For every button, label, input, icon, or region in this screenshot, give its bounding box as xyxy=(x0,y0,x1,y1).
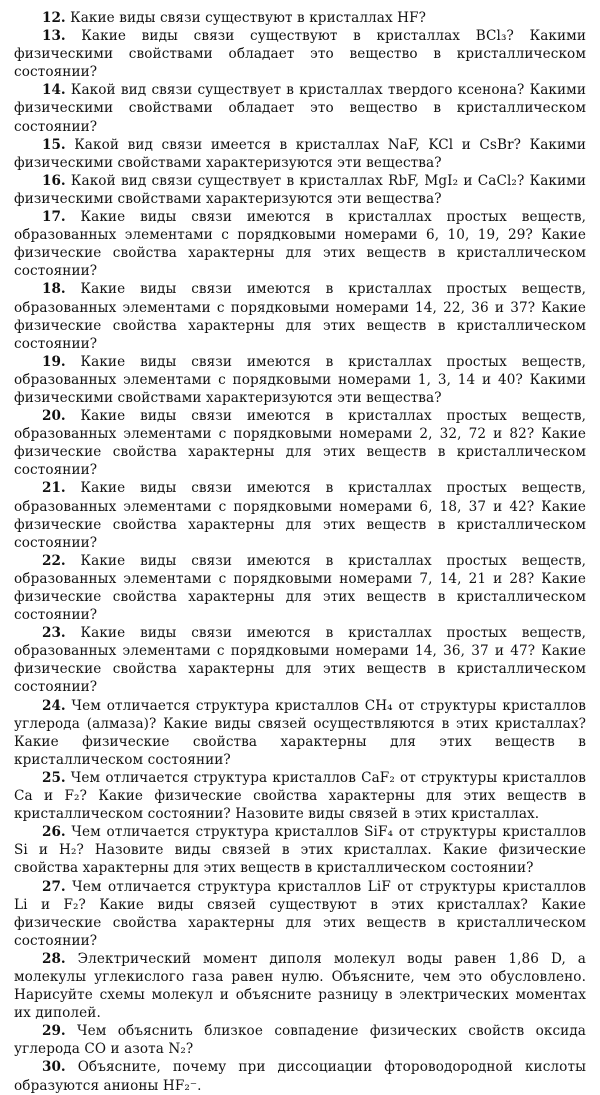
problem-number: 17. xyxy=(42,209,66,226)
problem-text: Электрический момент диполя молекул воды равен 1,86 D, а молекулы углекислого газа равен нулю. Объясните, чем это обусловлено. Нарисуйте схемы молекул и объясните разницу в электрических моментах их диполей. xyxy=(14,950,587,1022)
problem-13 xyxy=(14,27,586,81)
problem-text: Какой вид связи существует в кристаллах твердого ксенона? Какими физическими свойствами обладает это вещество в кристаллическом состоянии? xyxy=(14,82,586,135)
problem-number: 15. xyxy=(42,136,66,153)
problem-text: Чем объяснить близкое совпадение физических свойств оксида углерода CO и азота N₂? xyxy=(14,1023,587,1058)
problem-number: 24. xyxy=(42,697,66,714)
problem-text: Какой вид связи существует в кристаллах RbF, MgI₂ и CaCl₂? Какими физическими свойствами характеризуются эти вещества? xyxy=(14,172,586,207)
problem-text: Какие виды связи имеются в кристаллах простых веществ, образованных элементами с порядковыми номерами 7, 14, 21 и 28? Какие физические свойства характерны для этих веществ в кристаллическом состоянии? xyxy=(14,552,586,624)
problem-text: Чем отличается структура кристаллов SiF₄ от структуры кристаллов Si и H₂? Назовите виды связей в этих кристаллах. Какие физические свойства характерны для этих веществ в кристаллическом состоянии? xyxy=(14,824,587,877)
problem-16 xyxy=(14,172,586,208)
problem-text: Какие виды связи имеются в кристаллах простых веществ, образованных элементами с порядковыми номерами 1, 3, 14 и 40? Какими физическими свойствами характеризуются эти вещества? xyxy=(14,353,586,406)
problem-text: Какие виды связи имеются в кристаллах простых веществ, образованных элементами с порядковыми номерами 2, 32, 72 и 82? Какие физические свойства характерны для этих веществ в кристаллическом состоянии? xyxy=(14,408,586,479)
problem-text: Объясните, почему при диссоциации фтороводородной кислоты образуются анионы HF₂⁻. xyxy=(14,1059,586,1094)
problem-22 xyxy=(14,552,586,624)
problem-15 xyxy=(14,136,586,172)
problem-number: 23. xyxy=(42,625,66,642)
problem-17 xyxy=(14,208,586,280)
problem-28 xyxy=(14,950,586,1022)
problem-14 xyxy=(14,81,586,135)
problem-18 xyxy=(14,280,586,352)
problem-text: Какие виды связи имеются в кристаллах простых веществ, образованных элементами с порядковыми номерами 14, 22, 36 и 37? Какие физические свойства характерны для этих веществ в кристаллическом состоянии? xyxy=(14,281,586,352)
problem-number: 12. xyxy=(42,10,66,26)
problem-26 xyxy=(14,823,586,877)
problem-30 xyxy=(14,1058,586,1094)
problem-text: Чем отличается структура кристаллов CH₄ от структуры кристаллов углерода (алмаза)? Какие виды связей осуществляются в этих кристаллах? Какие физические свойства характерны для этих веществ в кристаллическом состоянии? xyxy=(14,697,587,768)
problem-23 xyxy=(14,624,586,696)
problem-number: 26. xyxy=(42,824,66,841)
problem-number: 13. xyxy=(42,28,66,45)
problem-number: 27. xyxy=(42,878,66,895)
problem-number: 29. xyxy=(42,1023,66,1040)
problem-19 xyxy=(14,353,586,407)
problem-text: Какие виды связи существуют в кристаллах HF? xyxy=(70,10,427,26)
problem-20 xyxy=(14,407,586,479)
problem-number: 20. xyxy=(42,408,66,425)
problem-number: 25. xyxy=(42,769,66,786)
problem-25 xyxy=(14,769,586,823)
problem-text: Чем отличается структура кристаллов CaF₂ от структуры кристаллов Ca и F₂? Какие физические свойства характерны для этих веществ в кристаллическом состоянии? Назовите виды связей в этих кристаллах. xyxy=(14,769,586,823)
problem-12 xyxy=(14,9,586,27)
problem-text: Какие виды связи имеются в кристаллах простых веществ, образованных элементами с порядковыми номерами 6, 10, 19, 29? Какие физические свойства характерны для этих веществ в кристаллическом состоянии? xyxy=(14,209,586,280)
problem-text: Какой вид связи имеется в кристаллах NaF, KCl и CsBr? Какими физическими свойствами характеризуются эти вещества? xyxy=(14,136,586,171)
problem-27 xyxy=(14,878,586,950)
problem-text: Чем отличается структура кристаллов LiF от структуры кристаллов Li и F₂? Какие виды связей существуют в этих кристаллах? Какие физические свойства характерны для этих веществ в кристаллическом состоянии? xyxy=(14,878,586,949)
problem-number: 30. xyxy=(42,1059,66,1076)
problem-text: Какие виды связи существуют в кристаллах BCl₃? Какими физическими свойствами обладает это вещество в кристаллическом состоянии? xyxy=(14,28,586,81)
problem-number: 21. xyxy=(42,480,66,497)
problem-number: 28. xyxy=(42,950,66,967)
problem-24 xyxy=(14,697,586,769)
problem-number: 18. xyxy=(42,281,66,298)
problem-number: 19. xyxy=(42,353,66,370)
problem-number: 14. xyxy=(42,82,66,99)
problem-text: Какие виды связи имеются в кристаллах простых веществ, образованных элементами с порядковыми номерами 6, 18, 37 и 42? Какие физические свойства характерны для этих веществ в кристаллическом состоянии? xyxy=(14,480,586,551)
problem-29 xyxy=(14,1022,586,1058)
problem-text: Какие виды связи имеются в кристаллах простых веществ, образованных элементами с порядковыми номерами 14, 36, 37 и 47? Какие физические свойства характерны для этих веществ в кристаллическом состоянии? xyxy=(14,625,586,696)
problem-number: 22. xyxy=(42,552,66,569)
problem-21 xyxy=(14,479,586,551)
problem-number: 16. xyxy=(42,172,66,189)
